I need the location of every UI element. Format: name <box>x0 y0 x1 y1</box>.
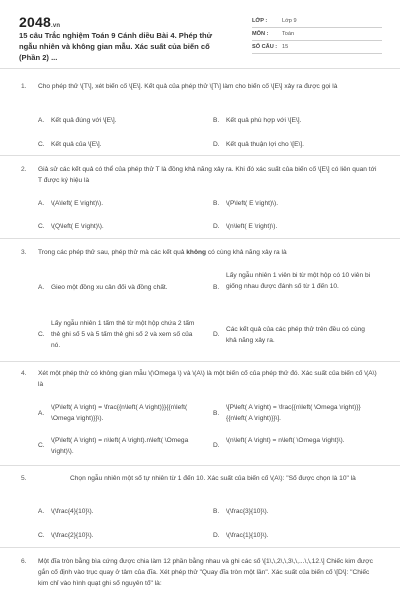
question-text-part: có cùng khả năng xảy ra là <box>206 249 287 256</box>
option-label: C. <box>38 141 45 148</box>
meta-row-subject <box>252 28 382 41</box>
option-text: Kết quả phù hợp với \[E\]. <box>226 117 302 124</box>
option-label: D. <box>213 532 220 539</box>
option-label: A. <box>38 508 45 515</box>
question-text <box>38 247 378 258</box>
divider <box>0 547 400 548</box>
option-label: A. <box>38 117 45 124</box>
divider <box>0 155 400 156</box>
header <box>0 0 400 62</box>
option-label: C. <box>38 223 45 230</box>
option-label: B. <box>213 117 220 124</box>
option-label: C. <box>38 532 45 539</box>
option-text: \(P\left( E \right)\). <box>226 200 279 207</box>
question-number: 1. <box>21 83 27 90</box>
question-text-part: Trong các phép thử sau, phép thử mà các kết quả <box>38 249 187 256</box>
option-text: \(Q\left( E \right)\). <box>51 223 104 230</box>
question-text-emphasis: không <box>186 249 207 256</box>
option-label: C. <box>38 442 45 449</box>
option-label: D. <box>213 223 220 230</box>
option-text: Các kết quả của các phép thử trên đều có cùng khả năng xảy ra. <box>226 326 365 344</box>
option-label: C. <box>38 331 45 338</box>
meta-row-class <box>252 15 382 28</box>
divider <box>0 68 400 69</box>
page-title: 15 câu Trắc nghiệm Toán 9 Cánh diều Bài 4. Phép thử ngẫu nhiên và không gian mẫu. Xác suất của biến cố (Phần 2) ... <box>19 31 213 62</box>
question-number: 6. <box>21 558 27 565</box>
option-text: Lấy ngẫu nhiên 1 viên bi từ một hộp có 10 viên bi giống nhau được đánh số từ 1 đến 10. <box>226 272 371 290</box>
site-logo[interactable]: 2048.vn <box>19 14 61 30</box>
option-text: \(A\left( E \right)\). <box>51 200 104 207</box>
option-text: \(\frac{4}{10}\). <box>51 508 94 515</box>
meta-value: Toán <box>282 31 295 37</box>
option-text: Lấy ngẫu nhiên 1 tấm thẻ từ một hộp chứa 2 tấm thẻ ghi số 5 và 5 tấm thẻ ghi số 2 và xem số của nó. <box>51 320 195 349</box>
option-label: A. <box>38 284 45 291</box>
divider <box>0 361 400 362</box>
option-label: B. <box>213 284 220 291</box>
question-number: 5. <box>21 475 27 482</box>
option-text: \(P\left( A \right) = \frac{{n\left( A \right)}}{{n\left( \Omega \right)}}\). <box>51 404 188 422</box>
divider <box>0 238 400 239</box>
option-text: \(\frac{3}{10}\). <box>226 508 269 515</box>
option-text: \(n\left( A \right) = n\left( \Omega \right)\). <box>226 437 345 444</box>
question-number: 3. <box>21 249 27 256</box>
question-number: 4. <box>21 370 27 377</box>
option-text: Kết quả đúng với \[E\]. <box>51 117 117 124</box>
option-text: \(\frac{1}{10}\). <box>226 532 269 539</box>
option-label: B. <box>213 200 220 207</box>
option-text: \(n\left( E \right)\). <box>226 223 278 230</box>
option-text: Kết quả thuận lợi cho \[E\]. <box>226 141 305 148</box>
meta-key: MÔN : <box>252 31 269 37</box>
option-text: Kết quả của \[E\]. <box>51 141 102 148</box>
option-text: \[P\left( A \right) = \frac{{n\left( \Omega \right)}}{{n\left( A \right)}}\]. <box>226 404 361 422</box>
option-label: A. <box>38 410 45 417</box>
question-number: 2. <box>21 166 27 173</box>
meta-value: 15 <box>282 44 289 50</box>
question-text: Chọn ngẫu nhiên một số tự nhiên từ 1 đến 10. Xác suất của biến cố \(A\): "Số được chọn là 10" là <box>70 475 356 482</box>
question-text: Giả sử các kết quả có thể của phép thử T là đồng khả năng xảy ra. Khi đó xác suất của biến cố \[E\] có liên quan tới T được ký hiệu là <box>38 166 377 184</box>
question-text: Một đĩa tròn bằng bìa cứng được chia làm 12 phần bằng nhau và ghi các số \[1\,\,2\,\,3\,\,...\,\,12.\] Chiếc kim được gắn cố định vào trục quay ở tâm của đĩa. Xét phép thử "Quay đĩa tròn một lần". Xác suất của biến cố \[D\]: "Chiếc kim chỉ vào hình quạt ghi số nguyên tố" là: <box>38 558 373 587</box>
option-label: B. <box>213 508 220 515</box>
meta-value: Lớp 9 <box>282 18 297 24</box>
option-label: A. <box>38 200 45 207</box>
option-label: D. <box>213 442 220 449</box>
option-text: Gieo một đồng xu cân đối và đồng chất. <box>51 284 168 291</box>
meta-table <box>252 15 382 54</box>
option-label: D. <box>213 141 220 148</box>
divider <box>0 465 400 466</box>
meta-row-count <box>252 41 382 54</box>
question-text: Cho phép thử \[T\], xét biến cố \[E\]. Kết quả của phép thử \[T\] làm cho biến cố \[E\] xảy ra được gọi là <box>38 83 338 90</box>
question-text: Xét một phép thử có không gian mẫu \(\Omega \) và \(A\) là một biến cố của phép thử đó. Xác suất của biến cố \(A\) là <box>38 370 377 388</box>
option-text: \(P\left( A \right) = n\left( A \right).n\left( \Omega \right)\). <box>51 437 189 455</box>
option-label: B. <box>213 410 220 417</box>
option-text: \(\frac{2}{10}\). <box>51 532 94 539</box>
option-label: D. <box>213 331 220 338</box>
meta-key: LỚP : <box>252 18 268 24</box>
meta-key: SỐ CÂU : <box>252 44 278 50</box>
